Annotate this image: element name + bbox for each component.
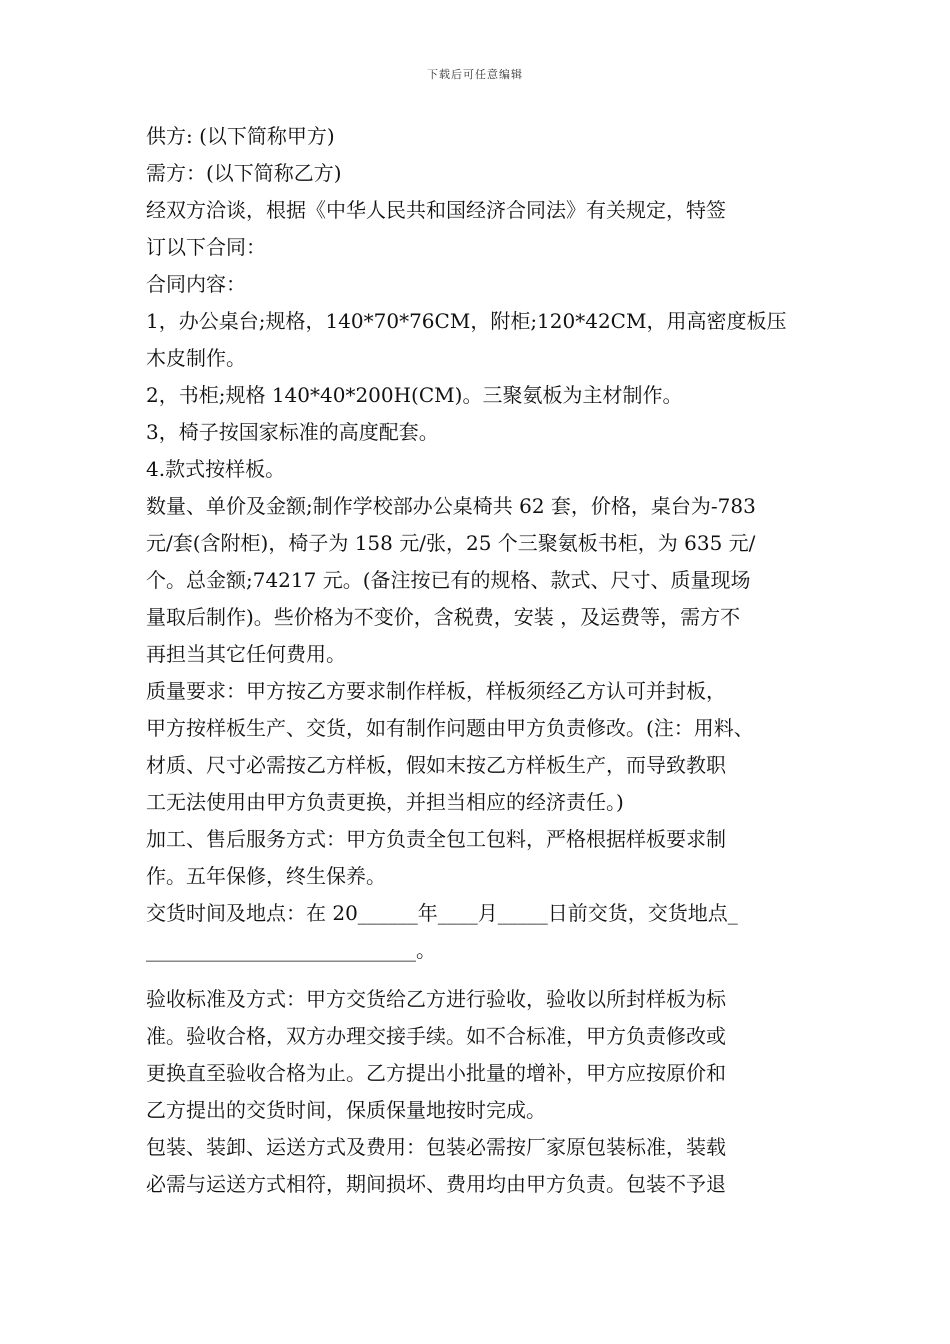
item-1-line-2: 木皮制作。 [146,346,246,370]
intro-line-2: 订以下合同： [146,235,266,259]
item-1-line-1: 1，办公桌台;规格，140*70*76CM，附柜;120*42CM，用高密度板压 [146,309,787,333]
delivery-line-1: 交货时间及地点：在 20______年____月_____日前交货，交货地点_ [146,901,738,925]
service-line-2: 作。五年保修，终生保养。 [146,864,386,888]
quality-line-4: 工无法使用由甲方负责更换，并担当相应的经济责任。) [146,790,624,814]
quantity-price-line-2: 元/套(含附柜)，椅子为 158 元/张，25 个三聚氨板书柜，为 635 元/ [146,531,756,555]
delivery-line-2: ___________________________。 [146,938,436,962]
quality-line-2: 甲方按样板生产、交货，如有制作问题由甲方负责修改。(注：用料、 [146,716,754,740]
acceptance-line-4: 乙方提出的交货时间，保质保量地按时完成。 [146,1098,546,1122]
item-2-line: 2，书柜;规格 140*40*200H(CM)。三聚氨板为主材制作。 [146,383,683,407]
supplier-line: 供方: (以下简称甲方) [146,124,335,148]
intro-line-1: 经双方洽谈，根据《中华人民共和国经济合同法》有关规定，特签 [146,198,726,222]
service-line-1: 加工、售后服务方式：甲方负责全包工包料，严格根据样板要求制 [146,827,726,851]
packaging-line-2: 必需与运送方式相符，期间损坏、费用均由甲方负责。包装不予退 [146,1172,726,1196]
acceptance-line-3: 更换直至验收合格为止。乙方提出小批量的增补，甲方应按原价和 [146,1061,726,1085]
document-body [146,118,810,1203]
item-3-line: 3，椅子按国家标准的高度配套。 [146,420,439,444]
item-4-line: 4.款式按样板。 [146,457,286,481]
quantity-price-line-1: 数量、单价及金额;制作学校部办公桌椅共 62 套，价格，桌台为-783 [146,494,756,518]
paragraph-gap [146,969,810,981]
packaging-line-1: 包装、装卸、运送方式及费用：包装必需按厂家原包装标准，装载 [146,1135,726,1159]
contract-content-heading: 合同内容： [146,272,246,296]
quantity-price-line-4: 量取后制作)。些价格为不变价，含税费，安装 ，及运费等，需方不 [146,605,741,629]
quality-line-3: 材质、尺寸必需按乙方样板，假如末按乙方样板生产，而导致教职 [146,753,726,777]
acceptance-line-1: 验收标准及方式：甲方交货给乙方进行验收，验收以所封样板为标 [146,987,726,1011]
quantity-price-line-5: 再担当其它任何费用。 [146,642,346,666]
page-header: 下载后可任意编辑 [427,68,523,81]
buyer-line: 需方：(以下简称乙方) [146,161,342,185]
acceptance-line-2: 准。验收合格，双方办理交接手续。如不合标准，甲方负责修改或 [146,1024,726,1048]
quantity-price-line-3: 个。总金额;74217 元。(备注按已有的规格、款式、尺寸、质量现场 [146,568,751,592]
quality-line-1: 质量要求：甲方按乙方要求制作样板，样板须经乙方认可并封板， [146,679,726,703]
